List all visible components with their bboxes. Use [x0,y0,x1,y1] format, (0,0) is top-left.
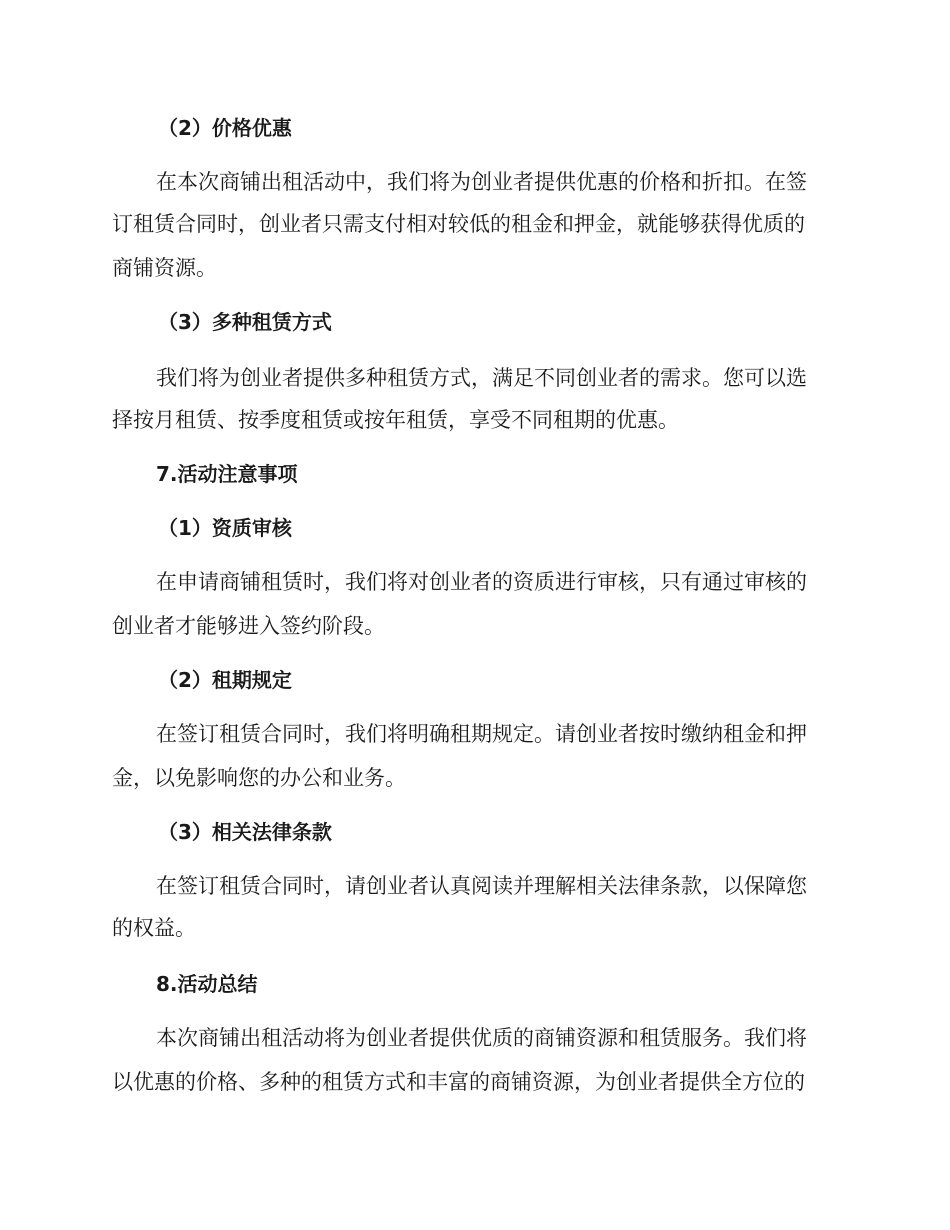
paragraph-line: 订租赁合同时，创业者只需支付相对较低的租金和押金，就能够获得优质的 [112,212,805,236]
heading-price-discount: （2）价格优惠 [158,116,292,140]
paragraph-line: 在申请商铺租赁时，我们将对创业者的资质进行审核，只有通过审核的 [156,570,807,594]
paragraph-line: 以优惠的价格、多种的租赁方式和丰富的商铺资源，为创业者提供全方位的 [112,1070,805,1094]
paragraph-line: 创业者才能够进入签约阶段。 [112,614,385,638]
paragraph-line: 在签订租赁合同时，请创业者认真阅读并理解相关法律条款，以保障您 [156,874,807,898]
heading-section-7: 7.活动注意事项 [156,462,298,486]
paragraph-line: 我们将为创业者提供多种租赁方式，满足不同创业者的需求。您可以选 [156,366,807,390]
heading-rental-methods: （3）多种租赁方式 [158,310,332,334]
heading-legal-terms: （3）相关法律条款 [158,820,332,844]
paragraph-line: 商铺资源。 [112,256,217,280]
heading-section-8: 8.活动总结 [156,972,258,996]
heading-qualification: （1）资质审核 [158,516,292,540]
paragraph-line: 择按月租赁、按季度租赁或按年租赁，享受不同租期的优惠。 [112,408,679,432]
paragraph-line: 金，以免影响您的办公和业务。 [112,766,406,790]
heading-lease-term: （2）租期规定 [158,668,292,692]
paragraph-line: 本次商铺出租活动将为创业者提供优质的商铺资源和租赁服务。我们将 [156,1026,807,1050]
paragraph-line: 的权益。 [112,916,196,940]
paragraph-line: 在签订租赁合同时，我们将明确租期规定。请创业者按时缴纳租金和押 [156,722,807,746]
paragraph-line: 在本次商铺出租活动中，我们将为创业者提供优惠的价格和折扣。在签 [156,170,807,194]
